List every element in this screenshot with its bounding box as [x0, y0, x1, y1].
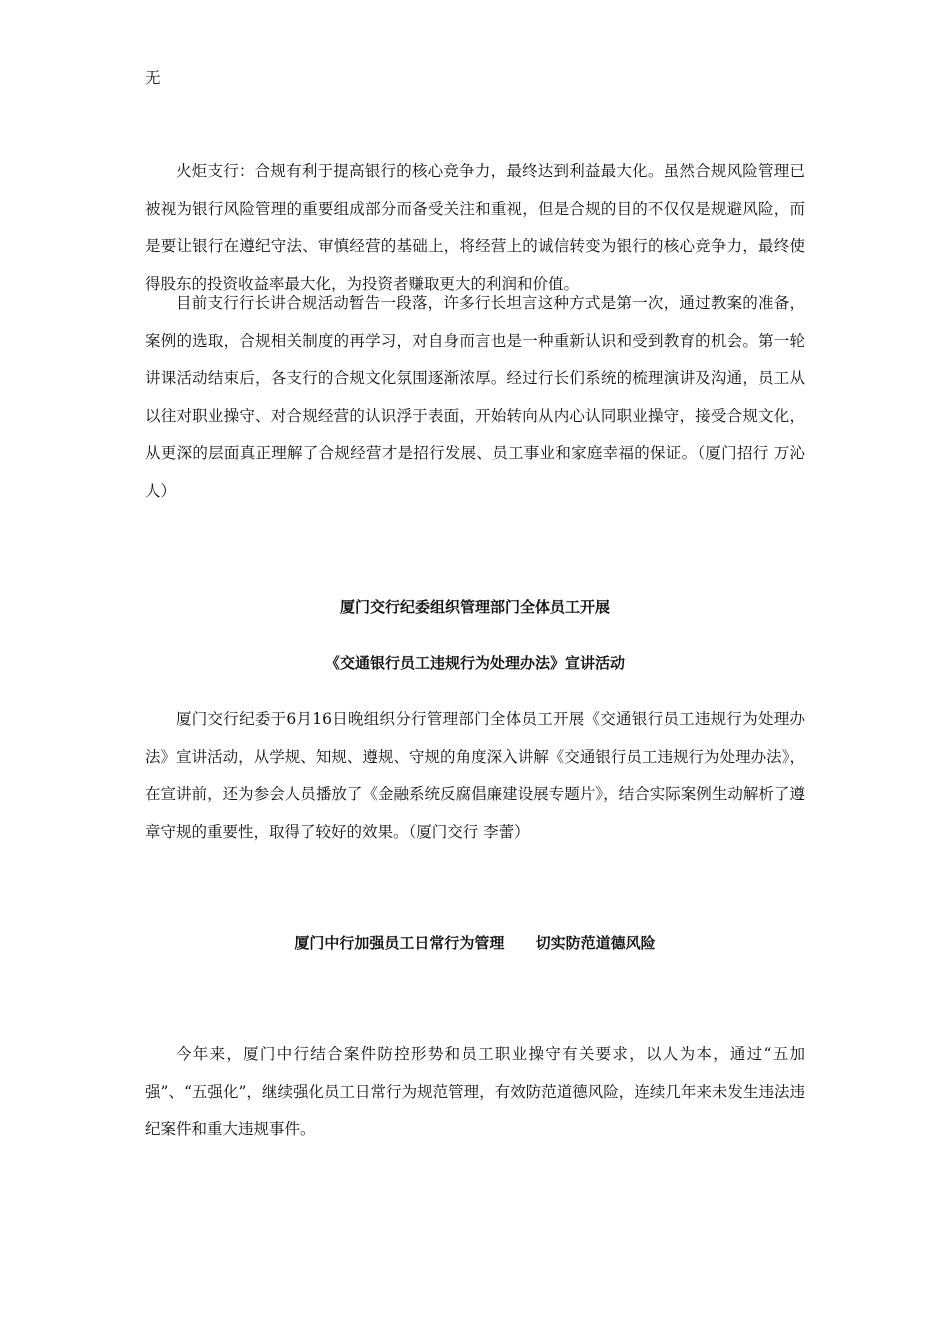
- article2-title-line2: 《交通银行员工违规行为处理办法》宣讲活动: [324, 654, 625, 672]
- article2-title-line1: 厦门交行纪委组织管理部门全体员工开展: [339, 598, 610, 616]
- paragraph-compliance-summary: 目前支行行长讲合规活动暂告一段落，许多行长坦言这种方式是第一次，通过教案的准备，案例的选取，合规相关制度的再学习，对自身而言也是一种重新认识和受到教育的机会。第一轮讲课活动结束后，各支行的合规文化氛围逐渐浓厚。经过行长们系统的梳理演讲及沟通，员工从以往对职业操守、对合规经营的认识浮于表面，开始转向从内心认同职业操守，接受合规文化，从更深的层面真正理解了合规经营才是招行发展、员工事业和家庭幸福的保证。（厦门招行 万沁人）: [145, 294, 805, 500]
- article3-body: 今年来，厦门中行结合案件防控形势和员工职业操守有关要求，以人为本，通过“五加强”、“五强化”，继续强化员工日常行为规范管理，有效防范道德风险，连续几年来未发生违法违纪案件和重大违规事件。: [145, 1045, 805, 1138]
- top-fragment-text: 无: [145, 69, 161, 87]
- paragraph-huoju-branch: 火炬支行：合规有利于提高银行的核心竞争力，最终达到利益最大化。虽然合规风险管理已被视为银行风险管理的重要组成部分而备受关注和重视，但是合规的目的不仅仅是规避风险，而是要让银行在遵纪守法、审慎经营的基础上，将经营上的诚信转变为银行的核心竞争力，最终使得股东的投资收益率最大化，为投资者赚取更大的利润和价值。: [145, 162, 805, 293]
- article3-title: 厦门中行加强员工日常行为管理 切实防范道德风险: [294, 934, 656, 952]
- article2-body: 厦门交行纪委于6月16日晚组织分行管理部门全体员工开展《交通银行员工违规行为处理办法》宣讲活动，从学规、知规、遵规、守规的角度深入讲解《交通银行员工违规行为处理办法》，在宣讲前，还为参会人员播放了《金融系统反腐倡廉建设展专题片》，结合实际案例生动解析了遵章守规的重要性，取得了较好的效果。（厦门交行 李蕾）: [145, 710, 805, 841]
